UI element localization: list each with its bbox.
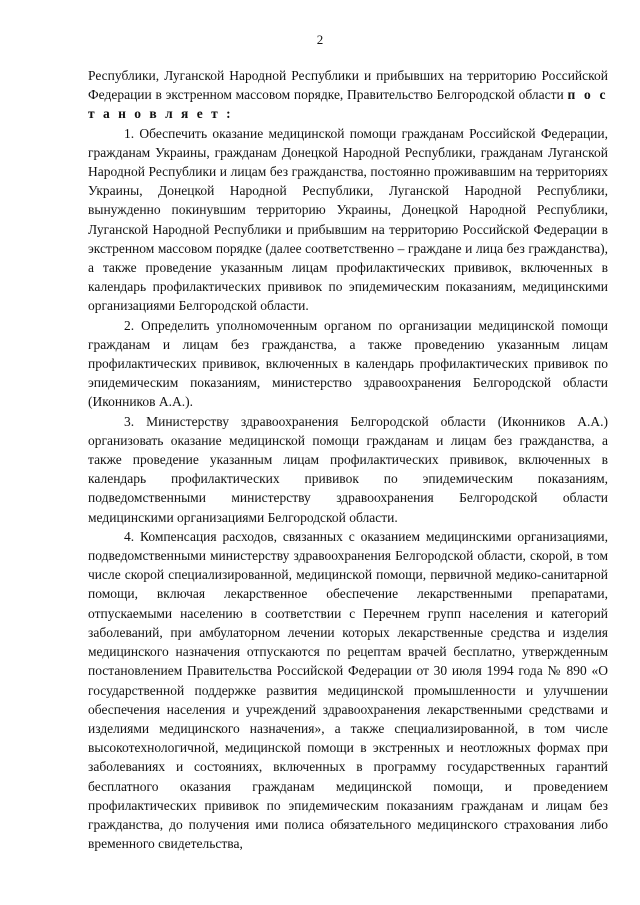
- page-number: 2: [316, 32, 324, 47]
- intro-paragraph: [88, 66, 608, 124]
- document-body: [88, 66, 608, 853]
- paragraph-item-1: 1. Обеспечить оказание медицинской помощи гражданам Российской Федерации, гражданам Украины, гражданам Донецкой Народной Республики, гражданам Луганской Народной Республики и лицам без гражданства, постоянно проживавшим на территориях Украины, Донецкой Народной Республики, Луганской Народной Республики, вынужденно покинувшим территорию Украины, Донецкой Народной Республики, Луганской Народной Республики и прибывшим на территорию Российской Федерации в экстренном массовом порядке (далее соответственно – граждане и лица без гражданства), а также проведение указанным лицам профилактических прививок, включенных в календарь профилактических прививок по эпидемическим показаниям, медицинскими организациями Белгородской области.: [88, 125, 608, 314]
- paragraph-item-2: 2. Определить уполномоченным органом по организации медицинской помощи гражданам и лицам без гражданства, а также проведению указанным лицам профилактических прививок, включенных в календарь профилактических прививок по эпидемическим показаниям, министерство здравоохранения Белгородской области (Иконников А.А.).: [88, 317, 608, 410]
- intro-text: Республики, Луганской Народной Республики и прибывших на территорию Российской Федерации в экстренном массовом порядке, Правительство Белгородской области: [88, 68, 608, 103]
- paragraph-item-4: 4. Компенсация расходов, связанных с оказанием медицинскими организациями, подведомственными министерству здравоохранения Белгородской области, скорой, в том числе скорой специализированной, медицинской помощи, первичной медико-санитарной помощи, включая лекарственное обеспечение лекарственными препаратами, отпускаемыми населению в соответствии с Перечнем групп населения и категорий заболеваний, при амбулаторном лечении которых лекарственные средства и изделия медицинского назначения отпускаются по рецептам врачей бесплатно, утвержденным постановлением Правительства Российской Федерации от 30 июля 1994 года № 890 «О государственной поддержке развития медицинской промышленности и улучшении обеспечения населения и учреждений здравоохранения лекарственными средствами и изделиями медицинского назначения», а также специализированной, в том числе высокотехнологичной, медицинской помощи в экстренных и неотложных формах при заболеваниях и состояниях, включенных в программу государственных гарантий бесплатного оказания гражданам медицинской помощи, и проведением профилактических прививок по эпидемическим показаниям гражданам и лицам без гражданства, до получения ими полиса обязательного медицинского страхования либо временного свидетельства,: [88, 528, 608, 852]
- decree-word: п о с т а н о в л я е т :: [88, 87, 608, 122]
- paragraph-item-3: 3. Министерству здравоохранения Белгородской области (Иконников А.А.) организовать оказание медицинской помощи гражданам и лицам без гражданства, а также проведение указанным лицам профилактических прививок, включенных в календарь профилактических прививок по эпидемическим показаниям, подведомственными министерству здравоохранения Белгородской области медицинскими организациями Белгородской области.: [88, 413, 608, 525]
